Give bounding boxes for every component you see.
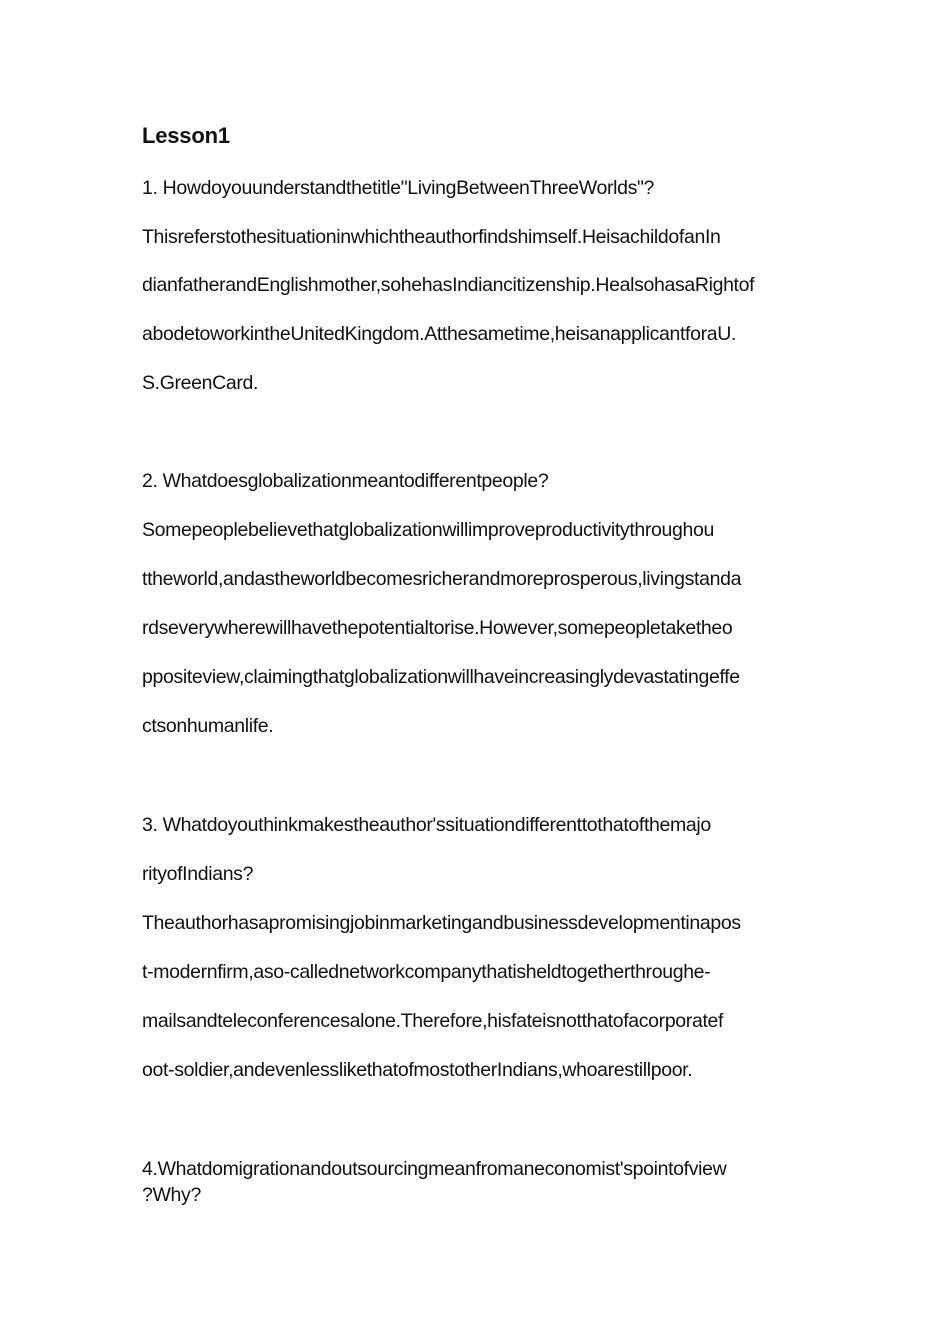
lesson-title: Lesson1 [142, 123, 230, 148]
answer-2-line-1: Somepeoplebelievethatglobalizationwillimproveproductivitythroughou [142, 519, 715, 541]
answer-3-line-2: t-modernfirm,aso-callednetworkcompanythatisheldtogetherthroughe- [142, 961, 711, 983]
answer-1-line-4: S.GreenCard. [142, 372, 259, 394]
question-1-text: 1. Howdoyouunderstandthetitle"LivingBetweenThreeWorlds"? [142, 177, 655, 199]
answer-3-line-4: oot-soldier,andevenlesslikethatofmostotherIndians,whoarestillpoor. [142, 1059, 693, 1081]
question-4-line-1: 4.Whatdomigrationandoutsourcingmeanfromaneconomist'spointofview [142, 1158, 727, 1180]
question-4-line-2: ?Why? [142, 1184, 201, 1206]
question-3-line-1: 3. Whatdoyouthinkmakestheauthor'ssituationdifferenttothatofthemajo [142, 814, 711, 836]
answer-2-line-4: ppositeview,claimingthatglobalizationwillhaveincreasinglydevastatingeffe [142, 666, 740, 688]
answer-2-line-2: ttheworld,andastheworldbecomesricherandmoreprosperous,livingstanda [142, 568, 742, 590]
question-3-line-2: rityofIndians? [142, 863, 254, 885]
answer-1-line-2: dianfatherandEnglishmother,sohehasIndiancitizenship.HealsohasaRightof [142, 274, 755, 296]
answer-1-line-1: Thisreferstothesituationinwhichtheauthorfindshimself.HeisachildofanIn [142, 226, 721, 248]
question-2-text: 2. Whatdoesglobalizationmeantodifferentpeople? [142, 470, 549, 492]
answer-2-line-5: ctsonhumanlife. [142, 715, 274, 737]
answer-3-line-3: mailsandteleconferencesalone.Therefore,hisfateisnotthatofacorporatef [142, 1010, 724, 1032]
answer-2-line-3: rdseverywherewillhavethepotentialtorise.However,somepeopletaketheo [142, 617, 733, 639]
answer-1-line-3: abodetoworkintheUnitedKingdom.Atthesametime,heisanapplicantforaU. [142, 323, 737, 345]
answer-3-line-1: Theauthorhasapromisingjobinmarketingandbusinessdevelopmentinapos [142, 912, 741, 934]
